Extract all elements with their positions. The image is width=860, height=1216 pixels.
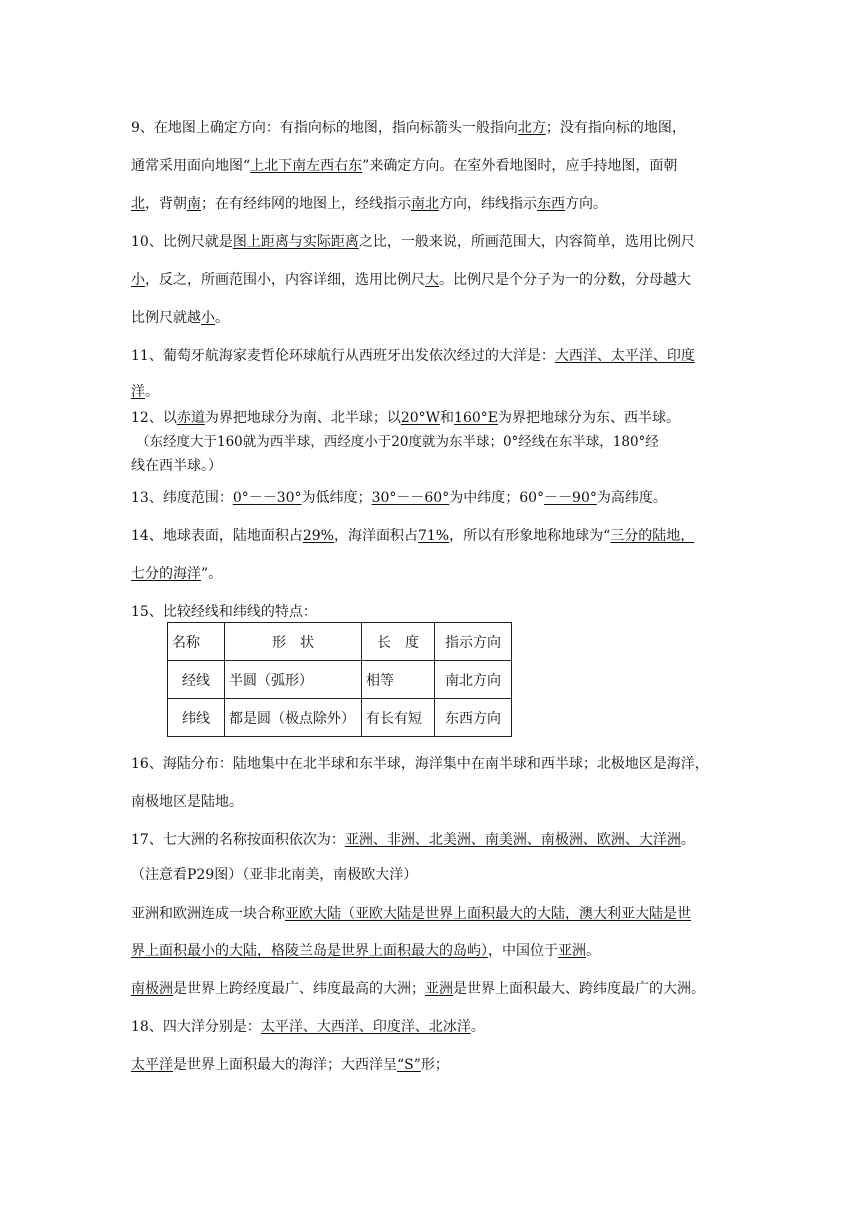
p13-line-1: 13、纬度范围：0°－－30°为低纬度；30°－－60°为中纬度；60°－－90°为高纬度。 bbox=[131, 490, 667, 506]
table-header: 形 状 bbox=[225, 623, 362, 661]
table-header: 长 度 bbox=[362, 623, 435, 661]
table-row bbox=[168, 661, 512, 699]
p16-line-2: 南极地区是陆地。 bbox=[131, 794, 243, 810]
table-header-row bbox=[168, 623, 512, 661]
p11-line-2: 洋。 bbox=[131, 384, 159, 400]
table-header: 指示方向 bbox=[435, 623, 512, 661]
table-cell: 经线 bbox=[168, 661, 225, 699]
p10-line-2: 小，反之，所画范围小，内容详细，选用比例尺大。比例尺是个分子为一的分数，分母越大 bbox=[131, 272, 691, 288]
table-cell: 有长有短 bbox=[362, 699, 435, 737]
p10-line-3: 比例尺就越小。 bbox=[131, 310, 229, 326]
table-header: 名称 bbox=[168, 623, 225, 661]
answer-orientation-rule: 上北下南左西右东 bbox=[250, 158, 363, 174]
table-cell: 相等 bbox=[362, 661, 435, 699]
table-cell: 东西方向 bbox=[435, 699, 512, 737]
table-row bbox=[168, 699, 512, 737]
p14-line-1: 14、地球表面，陆地面积占29%，海洋面积占71%，所以有形象地称地球为“三分的陆地， bbox=[131, 528, 695, 544]
p12-line-1: 12、以赤道为界把地球分为南、北半球；以20°W和160°E为界把地球分为东、西半球。 bbox=[131, 410, 680, 426]
p10-line-1: 10、比例尺就是图上距离与实际距离之比，一般来说，所画范围大，内容简单，选用比例尺 bbox=[131, 234, 695, 250]
comparison-table bbox=[167, 622, 512, 737]
p12-line-2: （东经度大于160就为西半球，西经度小于20度就为东半球；0°经线在东半球，180°经 bbox=[136, 434, 659, 450]
p17-line-2: （注意看P29图）（亚非北南美，南极欧大洋） bbox=[131, 867, 418, 883]
answer-north: 北方 bbox=[517, 120, 546, 136]
p17-line-5: 南极洲是世界上跨经度最广、纬度最高的大洲；亚洲是世界上面积最大、跨纬度最广的大洲。 bbox=[131, 981, 705, 997]
p18-line-2: 太平洋是世界上面积最大的海洋；大西洋呈“S”形； bbox=[131, 1057, 449, 1073]
p17-line-1: 17、七大洲的名称按面积依次为：亚洲、非洲、北美洲、南美洲、南极洲、欧洲、大洋洲。 bbox=[131, 832, 695, 848]
table-cell: 纬线 bbox=[168, 699, 225, 737]
table-cell: 都是圆（极点除外） bbox=[225, 699, 362, 737]
p18-line-1: 18、四大洋分别是：太平洋、大西洋、印度洋、北冰洋。 bbox=[131, 1019, 485, 1035]
p15-title: 15、比较经线和纬线的特点： bbox=[131, 604, 317, 620]
p9-line-1: 9、在地图上确定方向：有指向标的地图，指向标箭头一般指向北方；没有指向标的地图， bbox=[131, 120, 686, 136]
p12-line-3: 线在西半球。） bbox=[131, 458, 222, 474]
p17-line-4: 界上面积最小的大陆，格陵兰岛是世界上面积最大的岛屿），中国位于亚洲。 bbox=[131, 943, 600, 959]
p11-line-1: 11、葡萄牙航海家麦哲伦环球航行从西班牙出发依次经过的大洋是：大西洋、太平洋、印度 bbox=[131, 348, 695, 364]
p16-line-1: 16、海陆分布：陆地集中在北半球和东半球，海洋集中在南半球和西半球；北极地区是海洋， bbox=[131, 756, 709, 772]
p14-line-2: 七分的海洋”。 bbox=[131, 566, 223, 582]
p9-line-2: 通常采用面向地图“上北下南左西右东”来确定方向。在室外看地图时，应手持地图，面朝 bbox=[131, 158, 678, 174]
p17-line-3: 亚洲和欧洲连成一块合称亚欧大陆（亚欧大陆是世界上面积最大的大陆，澳大利亚大陆是世 bbox=[131, 906, 691, 922]
p9-line-3: 北，背朝南；在有经纬网的地图上，经线指示南北方向，纬线指示东西方向。 bbox=[131, 196, 607, 212]
table-cell: 南北方向 bbox=[435, 661, 512, 699]
table-cell: 半圆（弧形） bbox=[225, 661, 362, 699]
